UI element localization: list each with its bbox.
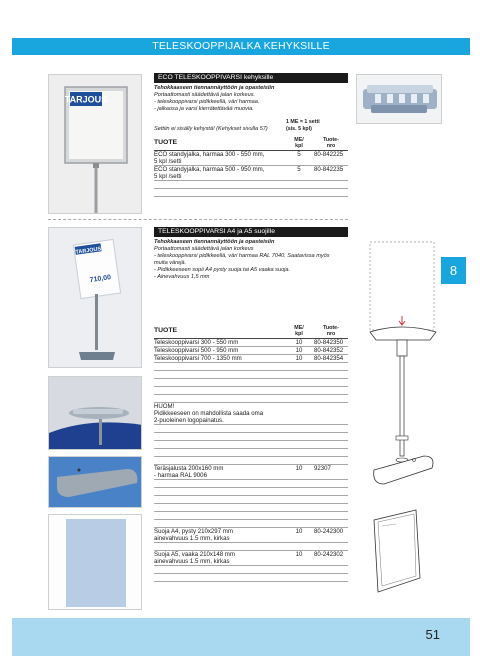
base-drawing — [370, 448, 438, 488]
table-row — [154, 512, 348, 520]
unit-cell — [288, 395, 310, 402]
section-eco-line: - jalkaosa ja varsi kierrätettävää muovia. — [154, 106, 254, 112]
product-cell — [154, 425, 288, 432]
section-a4-line: - Pidikkeeseen sopii A4 pysty suoja tai A5 vaaka suoja. — [154, 267, 291, 273]
code-cell — [310, 480, 348, 487]
code-cell — [310, 488, 348, 495]
product-cell: Teleskooppivarsi 500 - 950 mm — [154, 347, 239, 354]
table-row — [154, 387, 348, 395]
code-cell — [310, 543, 348, 550]
unit-cell: 10 — [295, 551, 303, 558]
table-row — [154, 181, 348, 189]
code-cell — [310, 574, 348, 581]
chapter-number: 8 — [449, 263, 458, 278]
table-row — [154, 520, 348, 528]
cover-drawing — [368, 508, 434, 596]
product-cell — [154, 488, 288, 495]
tarjous-sign-text: TARJOUS — [64, 94, 108, 105]
code-cell: 80-842352 — [314, 347, 344, 354]
section-separator — [48, 219, 348, 220]
section-eco-line: Portaattomasti säädettävä jalan korkeus. — [154, 92, 256, 98]
product-cell: Suoja A5, vaaka 210x148 mm ainevahvuus 1.5 mm, kirkas — [154, 551, 235, 565]
unit-cell — [288, 403, 310, 424]
photo-a4-cover — [48, 514, 142, 610]
product-cell — [154, 520, 288, 527]
code-cell: 80-842225 — [314, 151, 344, 158]
product-cell — [154, 457, 288, 464]
table-row — [154, 363, 348, 371]
section-eco-table — [154, 137, 348, 197]
table-row — [154, 151, 348, 166]
table-row — [154, 465, 348, 480]
photo-eco-frame-stand — [48, 74, 142, 214]
product-cell — [154, 543, 288, 550]
section-a4-subtitle: Tehokkaaseen tiennannäyttöön ja opasteisiin — [154, 239, 275, 245]
code-cell — [310, 520, 348, 527]
product-cell: ECO standyjalka, harmaa 500 - 950 mm, 5 kpl /setti — [154, 166, 265, 180]
code-cell — [310, 189, 348, 196]
holder-logo-illustration — [49, 377, 142, 450]
section-eco-subtitle: Tehokkaaseen tiennannäyttöön ja opasteisiin — [154, 85, 275, 91]
product-cell — [154, 504, 288, 511]
table-row — [154, 449, 348, 457]
unit-cell — [288, 566, 310, 573]
page-number: 51 — [425, 627, 440, 642]
chapter-tab — [441, 257, 466, 284]
unit-cell — [288, 512, 310, 519]
unit-cell: 5 — [297, 151, 301, 158]
code-cell — [310, 363, 348, 370]
stand-logo-text: TARJOUS — [75, 246, 102, 256]
table-row — [154, 403, 348, 425]
unit-cell — [288, 363, 310, 370]
code-cell — [310, 425, 348, 432]
code-cell: 80-842350 — [314, 339, 344, 346]
col-header-product: TUOTE — [154, 327, 178, 334]
section-a4-line: Portaattomasti säädettävä jalan korkeus — [154, 246, 254, 252]
col-header-unit: ME/ kpl — [294, 325, 304, 337]
code-cell — [310, 441, 348, 448]
table-row — [154, 566, 348, 574]
table-header — [154, 325, 348, 339]
unit-cell — [288, 189, 310, 196]
table-row — [154, 480, 348, 488]
unit-cell — [288, 496, 310, 503]
product-cell — [154, 363, 288, 370]
product-cell: HUOM! Pidikkeeseen on mahdollista saada oma 2-puoleinen logopainatus. — [154, 403, 264, 424]
stand-price-text: 710,00 — [89, 274, 112, 285]
product-cell — [154, 189, 288, 196]
code-cell — [310, 395, 348, 402]
product-cell — [154, 387, 288, 394]
product-cell — [154, 379, 288, 386]
unit-cell — [288, 181, 310, 188]
unit-cell — [288, 457, 310, 464]
product-cell — [154, 433, 288, 440]
unit-cell — [288, 449, 310, 456]
photo-steel-base — [48, 456, 142, 508]
table-row — [154, 488, 348, 496]
unit-cell — [288, 480, 310, 487]
page-title: TELESKOOPPIJALKA KEHYKSILLE — [152, 40, 330, 52]
product-cell — [154, 566, 288, 573]
unit-cell — [288, 574, 310, 581]
unit-cell — [288, 520, 310, 527]
table-row — [154, 528, 348, 543]
unit-cell — [288, 504, 310, 511]
unit-cell — [288, 425, 310, 432]
section-a4-line: muita värejä. — [154, 260, 187, 266]
telescopic-stand-illustration — [49, 228, 142, 368]
code-cell: 80-242300 — [314, 528, 344, 535]
code-cell — [310, 371, 348, 378]
unit-cell — [288, 488, 310, 495]
code-cell — [310, 512, 348, 519]
table-row — [154, 504, 348, 512]
product-cell — [154, 480, 288, 487]
table-header — [154, 137, 348, 151]
unit-cell: 10 — [295, 347, 303, 354]
code-cell: 80-842235 — [314, 166, 344, 173]
col-header-unit: ME/ kpl — [294, 137, 304, 149]
table-row — [154, 339, 348, 347]
table-row — [154, 574, 348, 582]
unit-cell — [288, 387, 310, 394]
unit-cell: 10 — [295, 528, 303, 535]
code-cell: 80-242302 — [314, 551, 344, 558]
code-cell — [310, 387, 348, 394]
table-row — [154, 441, 348, 449]
code-cell — [310, 449, 348, 456]
section-eco-description — [154, 85, 348, 113]
table-row — [154, 425, 348, 433]
product-cell — [154, 371, 288, 378]
section-a4-heading: TELESKOOPPIVARSI A4 ja A5 suojille — [154, 227, 348, 237]
product-cell — [154, 441, 288, 448]
code-cell — [310, 504, 348, 511]
section-eco-line: - teleskooppivarsi pidikkeellä, väri harmaa. — [154, 99, 260, 105]
product-cell: Teleskooppivarsi 700 - 1350 mm — [154, 355, 242, 362]
code-cell — [310, 566, 348, 573]
code-cell — [310, 433, 348, 440]
col-header-code: Tuote- nro — [323, 325, 339, 337]
unit-cell — [288, 433, 310, 440]
code-cell — [310, 403, 348, 424]
unit-cell: 5 — [297, 166, 301, 173]
unit-cell: 10 — [295, 339, 303, 346]
unit-cell: 10 — [295, 355, 303, 362]
product-cell — [154, 496, 288, 503]
table-row — [154, 347, 348, 355]
product-cell — [154, 449, 288, 456]
table-row — [154, 551, 348, 566]
code-cell — [310, 496, 348, 503]
product-cell: ECO standyjalka, harmaa 300 - 550 mm, 5 kpl /setti — [154, 151, 265, 165]
code-cell: 92307 — [314, 465, 331, 472]
section-eco-unit-note: 1 ME = 1 setti (sis. 5 kpl) — [286, 119, 320, 132]
product-cell — [154, 395, 288, 402]
page-footer — [12, 618, 470, 656]
product-cell — [154, 181, 288, 188]
code-cell — [310, 457, 348, 464]
product-cell — [154, 512, 288, 519]
product-cell — [154, 574, 288, 581]
page-title-bar — [12, 38, 470, 55]
table-row — [154, 166, 348, 181]
section-a4-line: - teleskooppivarsi pidikkeellä, väri harmaa RAL 7040. Saatavissa myös — [154, 253, 330, 259]
table-row — [154, 457, 348, 465]
section-a4-line: - Ainevahvuus 1,5 mm — [154, 274, 210, 280]
col-header-product: TUOTE — [154, 139, 178, 146]
section-a4-table — [154, 325, 348, 582]
unit-cell — [288, 379, 310, 386]
table-row — [154, 496, 348, 504]
eco-stand-illustration — [49, 75, 142, 214]
code-cell — [310, 379, 348, 386]
table-row — [154, 355, 348, 363]
connector-illustration — [357, 75, 442, 124]
unit-cell — [288, 371, 310, 378]
table-row — [154, 543, 348, 551]
code-cell: 80-842354 — [314, 355, 344, 362]
product-cell: Teräsjalusta 200x160 mm - harmaa RAL 9006 — [154, 465, 224, 479]
col-header-code: Tuote- nro — [323, 137, 339, 149]
photo-eco-connector — [356, 74, 442, 124]
unit-cell — [288, 441, 310, 448]
table-row — [154, 189, 348, 197]
photo-tarjous-stand — [48, 227, 142, 368]
a4-cover-illustration — [49, 515, 142, 610]
table-row — [154, 433, 348, 441]
steel-base-illustration — [49, 457, 142, 508]
table-row — [154, 395, 348, 403]
table-row — [154, 379, 348, 387]
table-row — [154, 371, 348, 379]
code-cell — [310, 181, 348, 188]
telescopic-arm-drawing — [360, 236, 444, 466]
section-eco-note: Settiin ei sisälly kehystä! (Kehykset sivulla 57) — [154, 126, 268, 132]
photo-holder-logo — [48, 376, 142, 450]
product-cell: Teleskooppivarsi 300 - 550 mm — [154, 339, 239, 346]
product-cell: Suoja A4, pysty 210x297 mm ainevahvuus 1.5 mm, kirkas — [154, 528, 233, 542]
section-a4-description — [154, 239, 352, 281]
section-eco-heading: ECO TELESKOOPPIVARSI kehyksille — [154, 73, 348, 83]
unit-cell: 10 — [295, 465, 303, 472]
unit-cell — [288, 543, 310, 550]
